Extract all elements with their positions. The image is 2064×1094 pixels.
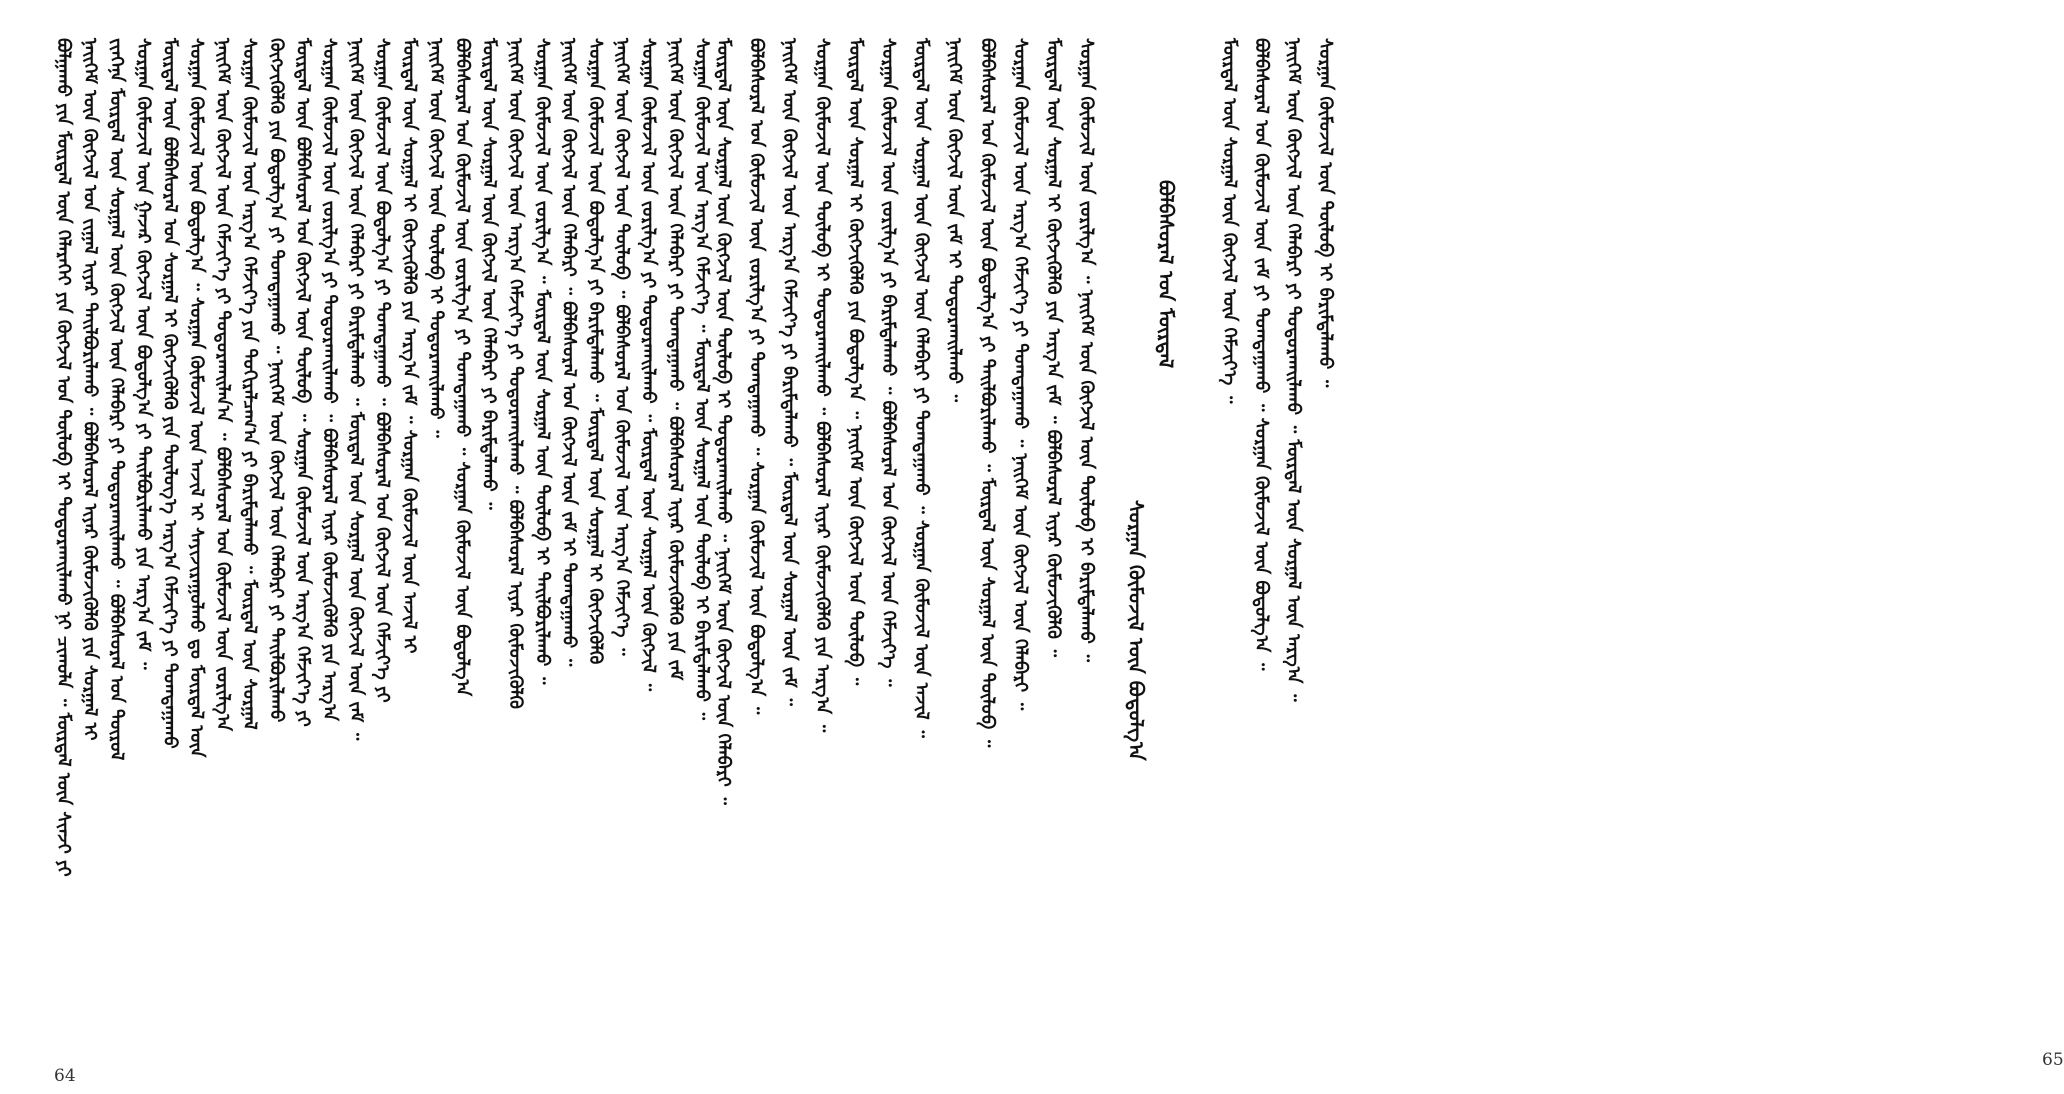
text-column: ᠨᠡᠢᠭᠡᠮ ᠦᠨ ᠬᠥᠭᠵᠢᠯ ᠦᠨ ᠬᠡᠯᠡᠪᠡᠷᠢ ᠶᠢ ᠪᠠᠷᠢᠮᠲᠠᠯᠠᠬᠤ ᠃ ᠮᠥᠷᠳᠡᠯ ᠦᠨ ᠰᠤᠷᠭᠠᠯ ᠦᠨ ᠬᠥᠭᠵᠢᠯ ᠦᠨ ᠵᠠᠮ ᠃ — [345, 38, 367, 741]
text-column: ᠰᠤᠷᠭᠠᠨ ᠬᠥᠮᠦᠵᠢᠯ ᠦᠨ ᠵᠣᠷᠢᠯᠭ᠎ᠠ ᠃ ᠨᠡᠢᠭᠡᠮ ᠦᠨ ᠬᠥᠭᠵᠢᠯ ᠦᠨ ᠲᠥᠯᠥᠪ ᠢ ᠪᠠᠷᠢᠮᠲᠠᠯᠠᠬᠤ ᠃ — [1076, 38, 1097, 662]
text-column: ᠰᠤᠷᠭᠠᠨ ᠬᠥᠮᠦᠵᠢᠯ ᠦᠨ ᠠᠷᠭ᠎ᠠ ᠬᠡᠮᠵᠢᠶ᠎ᠡ ᠃ ᠮᠥᠷᠳᠡᠯ ᠦᠨ ᠰᠤᠷᠭᠠᠯ ᠦᠨ ᠲᠥᠯᠥᠪ ᠢ ᠪᠠᠷᠢᠮᠲᠠᠯᠠᠬᠤ ᠃ — [691, 38, 713, 720]
chapter-title: ᠰᠤᠷᠭᠠᠨ ᠬᠥᠮᠦᠵᠢᠯ ᠦᠨ ᠪᠣᠳᠣᠯᠭ᠎ᠠ — [1124, 500, 1148, 761]
text-column: ᠮᠥᠷᠳᠡᠯ ᠦᠨ ᠰᠤᠷᠭᠠᠯ ᠦᠨ ᠬᠥᠭᠵᠢᠯ ᠦᠨ ᠬᠡᠯᠡᠪᠡᠷᠢ ᠶᠢ ᠪᠠᠷᠢᠮᠲᠠᠯᠠᠬᠤ ᠃ — [478, 38, 500, 510]
text-column: ᠰᠤᠷᠭᠠᠨ ᠬᠥᠮᠦᠵᠢᠯ ᠦᠨ ᠪᠣᠳᠣᠯᠭ᠎ᠠ ᠶᠢ ᠪᠠᠷᠢᠮᠲᠠᠯᠠᠬᠤ ᠃ ᠮᠥᠷᠳᠡᠯ ᠦᠨ ᠰᠤᠷᠭᠠᠯ ᠢ ᠬᠥᠭᠵᠢᠭᠦᠯᠬᠦ — [585, 38, 606, 665]
text-column: ᠨᠡᠢᠭᠡᠮ ᠦᠨ ᠬᠥᠭᠵᠢᠯ ᠦᠨ ᠲᠥᠯᠥᠪ ᠢ ᠲᠣᠳᠣᠷᠬᠠᠢᠯᠠᠬᠤ ᠃ — [425, 38, 447, 438]
text-column: ᠪᠣᠯᠭᠠᠬᠤ ᠶᠢᠨ ᠮᠥᠷᠳᠡᠯ ᠦᠨ ᠬᠡᠯᠡᠷᠡᠬᠡᠢ ᠶᠢᠨ ᠬᠥᠭᠵᠢᠯ ᠤᠨ ᠲᠥᠯᠥᠪ ᠢ ᠲᠣᠳᠣᠷᠬᠠᠢᠯᠠᠬᠤ ᠨᠢ ᠴᠢᠬᠤᠯᠠ ᠃ ᠮᠥᠷᠳᠡᠯ ᠦᠨ ᠰᠢᠨᠵᠢ ᠶᠢ — [53, 38, 74, 877]
text-column: ᠪᠣᠯᠪᠠᠰᠤᠷᠠᠯ ᠤᠨ ᠬᠥᠮᠦᠵᠢᠯ ᠦᠨ ᠪᠣᠳᠣᠯᠭ᠎ᠠ ᠶᠢ ᠲᠠᠢᠯᠪᠤᠷᠢᠯᠠᠬᠤ ᠃ ᠮᠥᠷᠳᠡᠯ ᠦᠨ ᠰᠤᠷᠭᠠᠯ ᠦᠨ ᠲᠥᠯᠥᠪ ᠃ — [977, 38, 998, 748]
text-column: ᠰᠤᠷᠭᠠᠨ ᠬᠥᠮᠦᠵᠢᠯ ᠦᠨ ᠭᠠᠵᠠᠷ ᠬᠥᠭᠵᠢᠯ ᠦᠨ ᠪᠣᠳᠣᠯᠭ᠎ᠠ ᠶᠢ ᠲᠠᠢᠯᠪᠤᠷᠢᠯᠠᠬᠤ ᠶᠢᠨ ᠠᠷᠭ᠎ᠠ ᠵᠠᠮ ᠃ — [132, 38, 154, 670]
text-column: ᠪᠣᠯᠪᠠᠰᠤᠷᠠᠯ ᠤᠨ ᠬᠥᠮᠦᠵᠢᠯ ᠦᠨ ᠵᠠᠮ ᠶᠢ ᠲᠣᠭᠲᠠᠭᠠᠬᠤ ᠃ ᠰᠤᠷᠭᠠᠨ ᠬᠥᠮᠦᠵᠢᠯ ᠦᠨ ᠪᠣᠳᠣᠯᠭ᠎ᠠ ᠃ — [1251, 38, 1272, 671]
text-column: ᠮᠥᠷᠳᠡᠯ ᠦᠨ ᠰᠤᠷᠭᠠᠯ ᠦᠨ ᠬᠥᠭᠵᠢᠯ ᠦᠨ ᠲᠥᠯᠥᠪ ᠢ ᠲᠣᠳᠣᠷᠬᠠᠢᠯᠠᠬᠤ ᠃ ᠨᠡᠢᠭᠡᠮ ᠦᠨ ᠬᠥᠭᠵᠢᠯ ᠦᠨ ᠬᠡᠯᠡᠪᠡᠷᠢ ᠃ — [713, 38, 734, 805]
text-column: ᠰᠤᠷᠭᠠᠨ ᠬᠥᠮᠦᠵᠢᠯ ᠦᠨ ᠵᠣᠷᠢᠯᠭ᠎ᠠ ᠶᠢ ᠪᠠᠷᠢᠮᠲᠠᠯᠠᠬᠤ ᠃ ᠪᠣᠯᠪᠠᠰᠤᠷᠠᠯ ᠤᠨ ᠬᠥᠭᠵᠢᠯ ᠦᠨ ᠬᠡᠮᠵᠢᠶ᠎ᠡ ᠃ — [878, 38, 899, 687]
text-column: ᠨᠡᠢᠭᠡᠮ ᠦᠨ ᠬᠥᠭᠵᠢᠯ ᠦᠨ ᠬᠡᠯᠡᠪᠡᠷᠢ ᠶᠢ ᠲᠣᠳᠣᠷᠬᠠᠢᠯᠠᠬᠤ ᠃ ᠮᠥᠷᠳᠡᠯ ᠦᠨ ᠰᠤᠷᠭᠠᠯ ᠦᠨ ᠠᠷᠭ᠎ᠠ ᠃ — [1283, 38, 1304, 702]
text-column: ᠵᠢᠨᠬᠡᠨᠡ ᠮᠥᠷᠳᠡᠯ ᠦᠨ ᠰᠤᠷᠭᠠᠯ ᠦᠨ ᠬᠥᠭᠵᠢᠯ ᠦᠨ ᠬᠡᠯᠡᠪᠡᠷᠢ ᠶᠢ ᠲᠣᠳᠣᠷᠬᠠᠢᠯᠠᠬᠤ ᠃ ᠪᠣᠯᠪᠠᠰᠤᠷᠠᠯ ᠤᠨ ᠲᠥᠷᠥᠯ — [106, 38, 128, 761]
text-column: ᠰᠤᠷᠭᠠᠨ ᠬᠥᠮᠦᠵᠢᠯ ᠦᠨ ᠲᠥᠯᠥᠪ ᠢ ᠲᠣᠳᠣᠷᠬᠠᠢᠯᠠᠬᠤ ᠃ ᠪᠣᠯᠪᠠᠰᠤᠷᠠᠯ ᠢᠶᠠᠷ ᠬᠥᠮᠦᠵᠢᠭᠦᠯᠬᠦ ᠶᠢᠨ ᠠᠷᠭ᠎ᠠ ᠃ — [812, 38, 833, 733]
left-page — [0, 0, 713, 1094]
text-column: ᠮᠥᠷᠳᠡᠯ ᠦᠨ ᠪᠣᠯᠪᠠᠰᠤᠷᠠᠯ ᠤᠨ ᠰᠤᠷᠭᠠᠯ ᠢ ᠬᠥᠭᠵᠢᠭᠦᠯᠬᠦ ᠶᠢᠨ ᠲᠥᠯᠥᠭ᠎ᠡ ᠠᠷᠭ᠎ᠠ ᠬᠡᠮᠵᠢᠶ᠎ᠡ ᠶᠢ ᠲᠣᠭᠲᠠᠭᠠᠬᠤ — [159, 38, 181, 749]
text-column: ᠨᠡᠢᠭᠡᠮ ᠦᠨ ᠬᠥᠭᠵᠢᠯ ᠦᠨ ᠠᠷᠭ᠎ᠠ ᠬᠡᠮᠵᠢᠶ᠎ᠡ ᠶᠢ ᠲᠣᠳᠣᠷᠬᠠᠢᠯᠠᠬᠤ ᠃ ᠪᠣᠯᠪᠠᠰᠤᠷᠠᠯ ᠢᠶᠠᠷ ᠬᠥᠮᠦᠵᠢᠭᠦᠯᠬᠦ — [505, 38, 527, 709]
text-column: ᠨᠡᠢᠭᠡᠮ ᠦᠨ ᠬᠥᠭᠵᠢᠯ ᠦᠨ ᠬᠡᠯᠡᠪᠡᠷᠢ ᠶᠢ ᠲᠣᠭᠲᠠᠭᠠᠬᠤ ᠃ ᠪᠣᠯᠪᠠᠰᠤᠷᠠᠯ ᠢᠶᠠᠷ ᠬᠥᠮᠦᠵᠢᠭᠦᠯᠬᠦ ᠶᠢᠨ ᠵᠠᠮ — [664, 38, 686, 681]
text-column: ᠮᠥᠷᠳᠡᠯ ᠦᠨ ᠰᠤᠷᠭᠠᠯ ᠦᠨ ᠬᠥᠭᠵᠢᠯ ᠦᠨ ᠬᠡᠯᠡᠪᠡᠷᠢ ᠶᠢ ᠲᠣᠭᠲᠠᠭᠠᠬᠤ ᠃ ᠰᠤᠷᠭᠠᠨ ᠬᠥᠮᠦᠵᠢᠯ ᠦᠨ ᠠᠵᠢᠯ ᠃ — [911, 38, 932, 738]
text-column: ᠰᠤᠷᠭᠠᠨ ᠬᠥᠮᠦᠵᠢᠯ ᠦᠨ ᠠᠷᠭ᠎ᠠ ᠬᠡᠮᠵᠢᠶ᠎ᠡ ᠶᠢᠨ ᠲᠣᠬᠢᠷᠠᠯᠴᠠᠭ᠎ᠠ ᠶᠢ ᠪᠠᠷᠢᠮᠲᠠᠯᠠᠬᠤ ᠃ ᠮᠥᠷᠳᠡᠯ ᠦᠨ ᠰᠤᠷᠭᠠᠯ — [239, 38, 261, 730]
text-column: ᠰᠤᠷᠭᠠᠨ ᠬᠥᠮᠦᠵᠢᠯ ᠦᠨ ᠠᠷᠭ᠎ᠠ ᠬᠡᠮᠵᠢᠶ᠎ᠡ ᠶᠢ ᠲᠣᠭᠲᠠᠭᠠᠬᠤ ᠃ ᠨᠡᠢᠭᠡᠮ ᠦᠨ ᠬᠥᠭᠵᠢᠯ ᠦᠨ ᠬᠡᠯᠡᠪᠡᠷᠢ ᠃ — [1010, 38, 1031, 711]
right-page-number: 65 — [2042, 1050, 2064, 1070]
text-column: ᠰᠤᠷᠭᠠᠨ ᠬᠥᠮᠦᠵᠢᠯ ᠦᠨ ᠲᠥᠯᠥᠪ ᠢ ᠪᠠᠷᠢᠮᠲᠠᠯᠠᠬᠤ ᠃ — [1315, 38, 1336, 388]
chapter-subtitle: ᠪᠣᠯᠪᠠᠰᠤᠷᠠᠯ ᠤᠨ ᠮᠥᠷᠳᠡᠯ — [1154, 180, 1178, 369]
text-column: ᠮᠥᠷᠳᠡᠯ ᠦᠨ ᠰᠤᠷᠭᠠᠯ ᠢ ᠬᠥᠭᠵᠢᠭᠦᠯᠬᠦ ᠶᠢᠨ ᠠᠷᠭ᠎ᠠ ᠵᠠᠮ ᠃ ᠰᠤᠷᠭᠠᠨ ᠬᠥᠮᠦᠵᠢᠯ ᠦᠨ ᠠᠵᠢᠯ ᠢ — [398, 38, 420, 654]
text-column: ᠰᠤᠷᠭᠠᠨ ᠬᠥᠮᠦᠵᠢᠯ ᠦᠨ ᠵᠣᠷᠢᠯᠭ᠎ᠠ ᠃ ᠮᠥᠷᠳᠡᠯ ᠦᠨ ᠰᠤᠷᠭᠠᠯ ᠦᠨ ᠲᠥᠯᠥᠪ ᠢ ᠲᠠᠢᠯᠪᠤᠷᠢᠯᠠᠬᠤ ᠃ — [531, 38, 553, 685]
text-column: ᠮᠥᠷᠳᠡᠯ ᠦᠨ ᠰᠤᠷᠭᠠᠯ ᠦᠨ ᠬᠥᠭᠵᠢᠯ ᠦᠨ ᠬᠡᠮᠵᠢᠶ᠎ᠡ ᠃ — [1219, 38, 1240, 404]
text-column: ᠪᠣᠯᠪᠠᠰᠤᠷᠠᠯ ᠤᠨ ᠬᠥᠮᠦᠵᠢᠯ ᠦᠨ ᠵᠣᠷᠢᠯᠭ᠎ᠠ ᠶᠢ ᠲᠣᠭᠲᠠᠭᠠᠬᠤ ᠃ ᠰᠤᠷᠭᠠᠨ ᠬᠥᠮᠦᠵᠢᠯ ᠦᠨ ᠪᠣᠳᠣᠯᠭ᠎ᠠ — [452, 38, 473, 697]
text-column: ᠰᠤᠷᠭᠠᠨ ᠬᠥᠮᠦᠵᠢᠯ ᠦᠨ ᠵᠣᠷᠢᠯᠭ᠎ᠠ ᠶᠢ ᠲᠣᠳᠣᠷᠬᠠᠢᠯᠠᠬᠤ ᠃ ᠮᠥᠷᠳᠡᠯ ᠦᠨ ᠰᠤᠷᠭᠠᠯ ᠦᠨ ᠬᠥᠭᠵᠢᠯ ᠃ — [638, 38, 660, 692]
text-column: ᠮᠥᠷᠳᠡᠯ ᠦᠨ ᠪᠣᠯᠪᠠᠰᠤᠷᠠᠯ ᠤᠨ ᠬᠥᠭᠵᠢᠯ ᠦᠨ ᠲᠥᠯᠥᠪ ᠃ ᠰᠤᠷᠭᠠᠨ ᠬᠥᠮᠦᠵᠢᠯ ᠦᠨ ᠠᠷᠭ᠎ᠠ ᠬᠡᠮᠵᠢᠶ᠎ᠡ ᠶᠢ — [292, 38, 314, 727]
text-column: ᠰᠤᠷᠭᠠᠨ ᠬᠥᠮᠦᠵᠢᠯ ᠦᠨ ᠵᠣᠷᠢᠯᠭ᠎ᠠ ᠶᠢ ᠲᠣᠳᠣᠷᠬᠠᠢᠯᠠᠬᠤ ᠃ ᠪᠣᠯᠪᠠᠰᠤᠷᠠᠯ ᠢᠶᠠᠷ ᠬᠥᠮᠦᠵᠢᠭᠦᠯᠬᠦ ᠶᠢᠨ ᠠᠷᠭ᠎ᠠ — [319, 38, 340, 722]
text-column: ᠮᠥᠷᠳᠡᠯ ᠦᠨ ᠰᠤᠷᠭᠠᠯ ᠢ ᠬᠥᠭᠵᠢᠭᠦᠯᠬᠦ ᠶᠢᠨ ᠠᠷᠭ᠎ᠠ ᠵᠠᠮ ᠃ ᠪᠣᠯᠪᠠᠰᠤᠷᠠᠯ ᠢᠶᠠᠷ ᠬᠥᠮᠦᠵᠢᠭᠦᠯᠬᠦ ᠃ — [1043, 38, 1064, 658]
left-page-number: 64 — [54, 1066, 76, 1086]
text-column: ᠬᠥᠭᠵᠢᠭᠦᠯᠬᠦ ᠶᠢᠨ ᠪᠣᠳᠣᠯᠭ᠎ᠠ ᠶᠢ ᠲᠣᠭᠲᠠᠭᠠᠬᠤ ᠃ ᠨᠡᠢᠭᠡᠮ ᠦᠨ ᠬᠥᠭᠵᠢᠯ ᠦᠨ ᠬᠡᠯᠡᠪᠡᠷᠢ ᠶᠢ ᠲᠠᠢᠯᠪᠤᠷᠢᠯᠠᠬᠤ — [265, 38, 287, 723]
text-column: ᠮᠥᠷᠳᠡᠯ ᠦᠨ ᠰᠤᠷᠭᠠᠯ ᠢ ᠬᠥᠭᠵᠢᠭᠦᠯᠬᠦ ᠶᠢᠨ ᠪᠣᠳᠣᠯᠭ᠎ᠠ ᠃ ᠨᠡᠢᠭᠡᠮ ᠦᠨ ᠬᠥᠭᠵᠢᠯ ᠦᠨ ᠲᠥᠯᠥᠪ ᠃ — [845, 38, 866, 686]
text-column: ᠪᠣᠯᠪᠠᠰᠤᠷᠠᠯ ᠤᠨ ᠬᠥᠮᠦᠵᠢᠯ ᠦᠨ ᠵᠣᠷᠢᠯᠭ᠎ᠠ ᠶᠢ ᠲᠣᠭᠲᠠᠭᠠᠬᠤ ᠃ ᠰᠤᠷᠭᠠᠨ ᠬᠥᠮᠦᠵᠢᠯ ᠦᠨ ᠪᠣᠳᠣᠯᠭ᠎ᠠ ᠃ — [746, 38, 767, 715]
text-column: ᠨᠡᠢᠭᠡᠮ ᠦᠨ ᠬᠥᠭᠵᠢᠯ ᠦᠨ ᠬᠡᠯᠡᠪᠡᠷᠢ ᠃ ᠪᠣᠯᠪᠠᠰᠤᠷᠠᠯ ᠤᠨ ᠬᠥᠭᠵᠢᠯ ᠦᠨ ᠵᠠᠮ ᠢ ᠲᠣᠭᠲᠠᠭᠠᠬᠤ ᠃ — [558, 38, 580, 667]
text-column: ᠨᠡᠢᠭᠡᠮ ᠦᠨ ᠬᠥᠭᠵᠢᠯ ᠦᠨ ᠵᠠᠮ ᠢ ᠲᠣᠳᠣᠷᠬᠠᠢᠯᠠᠬᠤ ᠃ — [944, 38, 965, 403]
text-column: ᠨᠡᠢᠭᠡᠮ ᠦᠨ ᠬᠥᠭᠵᠢᠯ ᠤᠨ ᠵᠢᠭᠠᠯ ᠢᠶᠠᠷ ᠲᠠᠢᠯᠪᠤᠷᠢᠯᠠᠬᠤ ᠃ ᠪᠣᠯᠪᠠᠰᠤᠷᠠᠯ ᠢᠶᠠᠷ ᠬᠥᠮᠦᠵᠢᠭᠦᠯᠬᠦ ᠶᠢᠨ ᠰᠤᠷᠭᠠᠯ ᠢ — [79, 38, 101, 741]
text-column: ᠰᠤᠷᠭᠠᠨ ᠬᠥᠮᠦᠵᠢᠯ ᠦᠨ ᠪᠣᠳᠣᠯᠭ᠎ᠠ ᠃ ᠰᠤᠷᠭᠠᠨ ᠬᠥᠮᠦᠵᠢᠯ ᠦᠨ ᠠᠵᠢᠯ ᠢ ᠰᠠᠶᠢᠵᠢᠷᠠᠭᠤᠯᠬᠤ ᠳᠤ ᠮᠥᠷᠳᠡᠯ ᠦᠨ — [186, 38, 207, 758]
text-column: ᠨᠡᠢᠭᠡᠮ ᠦᠨ ᠬᠥᠭᠵᠢᠯ ᠦᠨ ᠠᠷᠭ᠎ᠠ ᠬᠡᠮᠵᠢᠶ᠎ᠡ ᠶᠢ ᠪᠠᠷᠢᠮᠲᠠᠯᠠᠬᠤ ᠃ ᠮᠥᠷᠳᠡᠯ ᠦᠨ ᠰᠤᠷᠭᠠᠯ ᠦᠨ ᠵᠠᠮ ᠃ — [779, 38, 800, 706]
right-page — [700, 0, 2064, 1094]
text-column: ᠨᠡᠢᠭᠡᠮ ᠦᠨ ᠬᠥᠭᠵᠢᠯ ᠦᠨ ᠬᠡᠮᠵᠢᠶ᠎ᠡ ᠶᠢ ᠲᠣᠳᠣᠷᠬᠠᠢᠯᠠᠨ᠎ᠠ ᠃ ᠪᠣᠯᠪᠠᠰᠤᠷᠠᠯ ᠤᠨ ᠬᠥᠮᠦᠵᠢᠯ ᠦᠨ ᠵᠣᠷᠢᠯᠭ᠎ᠠ — [212, 38, 234, 732]
text-column: ᠰᠤᠷᠭᠠᠨ ᠬᠥᠮᠦᠵᠢᠯ ᠦᠨ ᠪᠣᠳᠣᠯᠭ᠎ᠠ ᠶᠢ ᠲᠣᠭᠲᠠᠭᠠᠬᠤ ᠃ ᠪᠣᠯᠪᠠᠰᠤᠷᠠᠯ ᠤᠨ ᠬᠥᠭᠵᠢᠯ ᠦᠨ ᠬᠡᠮᠵᠢᠶ᠎ᠡ ᠶᠢ — [372, 38, 394, 703]
text-column: ᠨᠡᠢᠭᠡᠮ ᠦᠨ ᠬᠥᠭᠵᠢᠯ ᠦᠨ ᠲᠥᠯᠥᠪ ᠃ ᠪᠣᠯᠪᠠᠰᠤᠷᠠᠯ ᠤᠨ ᠬᠥᠮᠦᠵᠢᠯ ᠦᠨ ᠠᠷᠭ᠎ᠠ ᠬᠡᠮᠵᠢᠶ᠎ᠡ ᠃ — [611, 38, 633, 656]
